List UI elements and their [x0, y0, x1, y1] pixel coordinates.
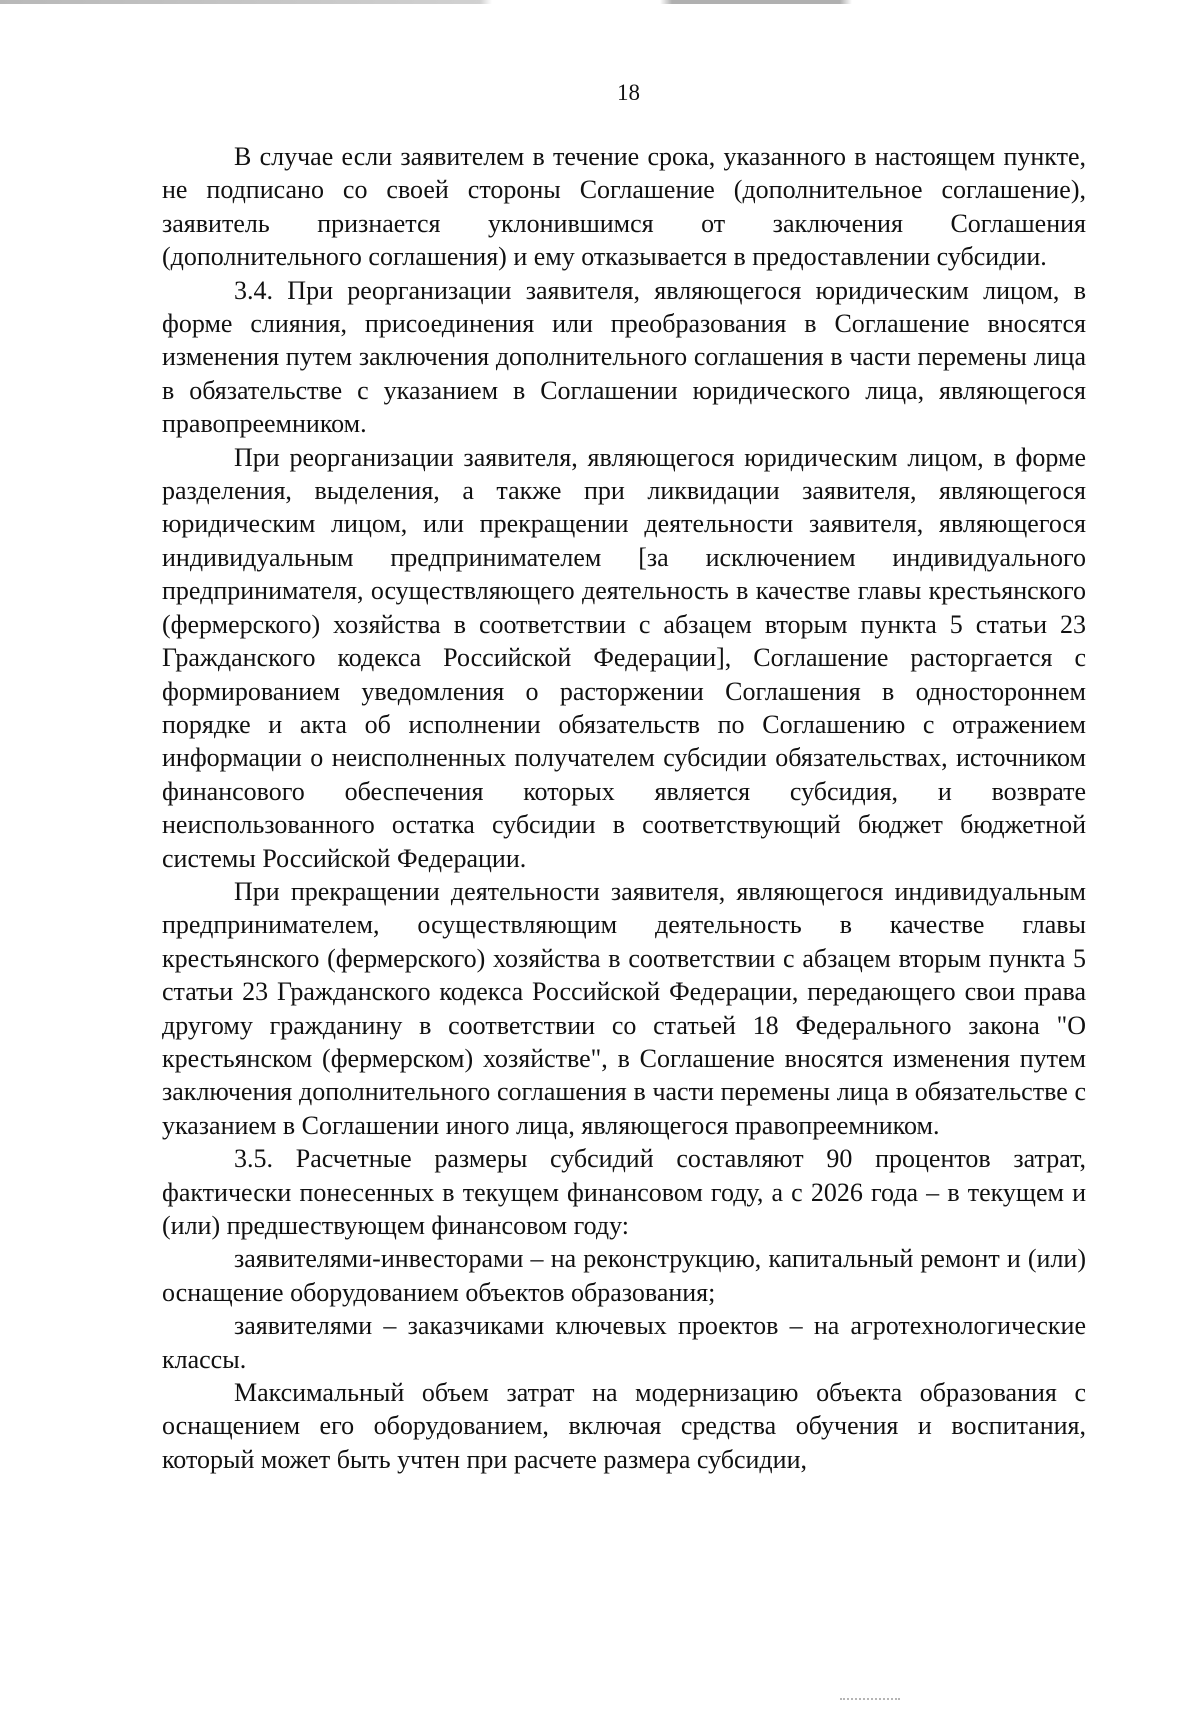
paragraph-investors: заявителями-инвесторами – на реконструкцию, капитальный ремонт и (или) оснащение оборудованием объектов образования; — [162, 1244, 1086, 1307]
paragraph-3-5-subsidy-size: 3.5. Расчетные размеры субсидий составляют 90 процентов затрат, фактически понесенных в текущем финансовом году, а с 2026 года – в текущем и (или) предшествующем финансовом году: — [162, 1144, 1086, 1240]
paragraph-farm-succession: При прекращении деятельности заявителя, являющегося индивидуальным предпринимателем, осуществляющим деятельность в качестве главы крестьянского (фермерского) хозяйства в соответствии с абзацем вторым пункта 5 статьи 23 Гражданского кодекса Российской Федерации, передающего свои права другому гражданину в соответствии со статьей 18 Федерального закона "О крестьянском (фермерском) хозяйстве", в Соглашение вносятся изменения путем заключения дополнительного соглашения в части перемены лица в обязательстве с указанием в Соглашении иного лица, являющегося правопреемником. — [162, 876, 1086, 1140]
paragraph-termination: При реорганизации заявителя, являющегося юридическим лицом, в форме разделения, выделения, а также при ликвидации заявителя, являющегося юридическим лицом, или прекращении деятельности заявителя, являющегося индивидуальным предпринимателем [за исключением индивидуального предпринимателя, осуществляющего деятельность в качестве главы крестьянского (фермерского) хозяйства в соответствии с абзацем вторым пункта 5 статьи 23 Гражданского кодекса Российской Федерации], Соглашение расторгается с формированием уведомления о расторжении Соглашения в одностороннем порядке и акта об исполнении обязательств по Соглашению с отражением информации о неисполненных получателем субсидии обязательствах, источником финансового обеспечения которых является субсидия, и возврате неиспользованного остатка субсидии в соответствующий бюджет бюджетной системы Российской Федерации. — [162, 442, 1086, 873]
paragraph-max-cost: Максимальный объем затрат на модернизацию объекта образования с оснащением его оборудованием, включая средства обучения и воспитания, который может быть учтен при расчете размера субсидии, — [162, 1378, 1086, 1474]
scan-speck — [840, 1698, 900, 1702]
paragraph-refusal-clause: В случае если заявителем в течение срока, указанного в настоящем пункте, не подписано со своей стороны Соглашение (дополнительное соглашение), заявитель признается уклонившимся от заключения Соглашения (дополнительного соглашения) и ему отказывается в предоставлении субсидии. — [162, 142, 1086, 272]
paragraph-key-project-customers: заявителями – заказчиками ключевых проектов – на агротехнологические классы. — [162, 1311, 1086, 1374]
page-number: 18 — [617, 80, 640, 105]
paragraph-3-4-merger: 3.4. При реорганизации заявителя, являющегося юридическим лицом, в форме слияния, присоединения или преобразования в Соглашение вносятся изменения путем заключения дополнительного соглашения в части перемены лица в обязательстве с указанием в Соглашении юридического лица, являющегося правопреемником. — [162, 275, 1086, 439]
document-body — [162, 140, 1086, 1476]
scan-edge-top — [0, 0, 1200, 4]
